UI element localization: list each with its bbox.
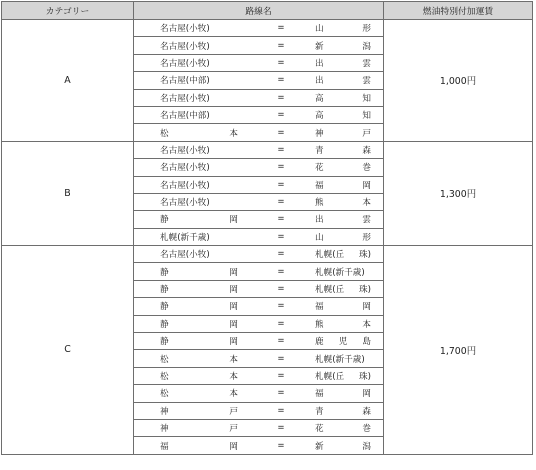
route-name-part: 福 xyxy=(315,180,324,191)
route-name-part: 知 xyxy=(362,93,371,104)
route-cell xyxy=(134,106,384,123)
route-name-part: 本 xyxy=(229,372,238,382)
route-separator: = xyxy=(277,318,285,329)
route-name-part: 珠) xyxy=(359,250,371,261)
route-destination xyxy=(315,370,371,382)
route-separator: = xyxy=(277,162,285,173)
route-destination xyxy=(315,161,371,173)
route-destination xyxy=(315,213,371,225)
route-line xyxy=(134,333,383,349)
route-line xyxy=(134,55,383,71)
route-name-part: 熊 xyxy=(315,319,324,330)
route-separator: = xyxy=(277,405,285,416)
route-name-part: 青 xyxy=(315,145,324,156)
route-origin: 名古屋(小牧) xyxy=(160,24,210,35)
route-name-part: 森 xyxy=(362,406,371,417)
route-name-part: 松 xyxy=(160,372,169,382)
route-separator: = xyxy=(277,371,285,381)
route-name-part: 福 xyxy=(315,302,324,313)
route-line xyxy=(134,37,383,53)
route-name-part: 山 xyxy=(315,232,324,243)
table-row xyxy=(2,20,533,37)
route-destination xyxy=(315,335,371,347)
route-name-part: 鹿 xyxy=(315,337,324,348)
route-line xyxy=(134,142,383,158)
route-origin: 名古屋(小牧) xyxy=(160,180,210,191)
route-name-part: 島 xyxy=(362,337,371,348)
route-name-part: 神 xyxy=(160,424,169,435)
route-separator: = xyxy=(277,440,285,451)
route-name-part: 戸 xyxy=(362,128,371,139)
route-name-part: 神 xyxy=(160,406,169,417)
category-cell: A xyxy=(2,20,134,142)
table-row xyxy=(2,246,533,263)
fare-table-body xyxy=(2,20,533,455)
route-origin xyxy=(134,300,238,312)
route-name-part: 本 xyxy=(229,354,238,365)
route-separator: = xyxy=(277,266,285,277)
route-destination xyxy=(315,283,371,295)
route-origin: 名古屋(中部) xyxy=(160,76,210,87)
route-name-part: 雲 xyxy=(362,76,371,87)
route-origin xyxy=(134,387,238,399)
route-line xyxy=(134,385,383,401)
route-name-part: 岡 xyxy=(229,337,238,348)
route-destination xyxy=(315,318,371,330)
route-name-part: 高 xyxy=(315,111,324,122)
route-separator: = xyxy=(277,179,285,190)
route-name-part: 岡 xyxy=(362,302,371,313)
route-origin xyxy=(134,405,238,417)
route-origin xyxy=(134,213,238,225)
route-line xyxy=(134,298,383,314)
route-name-part: 本 xyxy=(229,128,238,139)
route-name-part: 形 xyxy=(362,232,371,243)
route-destination xyxy=(315,300,371,312)
route-name-part: 高 xyxy=(315,93,324,104)
route-name-part: 岡 xyxy=(229,285,238,296)
route-name-part: 青 xyxy=(315,406,324,417)
header-route: 路線名 xyxy=(134,2,384,20)
route-name-part: 福 xyxy=(160,441,169,452)
route-line xyxy=(134,90,383,106)
route-origin: 札幌(新千歳) xyxy=(160,232,210,243)
route-separator: = xyxy=(277,92,285,103)
route-line xyxy=(134,420,383,436)
route-origin xyxy=(134,422,238,434)
route-destination xyxy=(315,74,371,86)
route-name-part: 森 xyxy=(362,145,371,156)
route-name-part: 雲 xyxy=(362,215,371,226)
route-separator: = xyxy=(277,231,285,242)
route-line xyxy=(134,368,383,384)
route-line xyxy=(134,211,383,227)
route-cell xyxy=(134,437,384,454)
route-name-part: 珠) xyxy=(359,285,371,296)
route-line xyxy=(134,72,383,88)
route-origin: 名古屋(小牧) xyxy=(160,250,210,261)
route-name-part: 岡 xyxy=(229,441,238,452)
route-origin: 名古屋(小牧) xyxy=(160,41,210,52)
route-name-part: 札幌(丘 xyxy=(315,250,345,261)
route-destination xyxy=(315,22,371,34)
route-separator: = xyxy=(277,423,285,434)
route-cell xyxy=(134,89,384,106)
route-destination xyxy=(315,422,371,434)
route-separator: = xyxy=(277,127,285,138)
route-line xyxy=(134,177,383,193)
surcharge-cell: 1,000円 xyxy=(384,20,533,142)
route-line xyxy=(134,403,383,419)
route-name-part: 花 xyxy=(315,163,324,174)
route-name-part: 知 xyxy=(362,111,371,122)
route-name-part: 岡 xyxy=(229,267,238,278)
route-name-part: 本 xyxy=(229,389,238,400)
route-name-part: 松 xyxy=(160,389,169,400)
route-name-part: 出 xyxy=(315,58,324,69)
table-row xyxy=(2,141,533,158)
route-name-part: 山 xyxy=(315,24,324,35)
route-cell xyxy=(134,72,384,89)
route-destination: 札幌(新千歳) xyxy=(315,354,365,365)
route-name-part: 戸 xyxy=(229,424,238,435)
route-name-part: 神 xyxy=(315,128,324,139)
route-line xyxy=(134,107,383,123)
route-name-part: 本 xyxy=(362,319,371,330)
route-name-part: 札幌(丘 xyxy=(315,372,345,382)
route-destination xyxy=(315,405,371,417)
route-destination xyxy=(315,248,371,260)
route-destination xyxy=(315,440,371,452)
route-origin xyxy=(134,335,238,347)
route-cell xyxy=(134,350,384,367)
route-destination xyxy=(315,387,371,399)
route-cell xyxy=(134,124,384,141)
route-origin: 名古屋(小牧) xyxy=(160,58,210,69)
route-name-part: 巻 xyxy=(362,424,371,435)
route-name-part: 静 xyxy=(160,285,169,296)
route-separator: = xyxy=(277,388,285,399)
route-destination xyxy=(315,92,371,104)
route-name-part: 新 xyxy=(315,441,324,452)
route-name-part: 雲 xyxy=(362,58,371,69)
route-line xyxy=(134,350,383,366)
route-name-part: 松 xyxy=(160,354,169,365)
route-cell xyxy=(134,228,384,245)
route-separator: = xyxy=(277,336,285,347)
route-cell xyxy=(134,333,384,350)
route-destination xyxy=(315,57,371,69)
surcharge-cell: 1,300円 xyxy=(384,141,533,245)
route-name-part: 戸 xyxy=(229,406,238,417)
route-name-part: 潟 xyxy=(362,41,371,52)
surcharge-cell: 1,700円 xyxy=(384,246,533,455)
route-name-part: 出 xyxy=(315,76,324,87)
route-origin xyxy=(134,283,238,295)
route-separator: = xyxy=(277,214,285,225)
route-name-part: 児 xyxy=(338,337,348,348)
route-name-part: 静 xyxy=(160,337,169,348)
route-separator: = xyxy=(277,249,285,260)
route-separator: = xyxy=(277,57,285,68)
route-name-part: 珠) xyxy=(359,372,371,382)
category-cell: B xyxy=(2,141,134,245)
route-name-part: 本 xyxy=(362,198,371,209)
route-cell xyxy=(134,246,384,263)
route-separator: = xyxy=(277,197,285,208)
route-destination xyxy=(315,196,371,208)
route-separator: = xyxy=(277,301,285,312)
route-line xyxy=(134,316,383,332)
route-origin xyxy=(134,318,238,330)
route-name-part: 形 xyxy=(362,24,371,35)
route-line xyxy=(134,437,383,453)
route-cell xyxy=(134,193,384,210)
header-surcharge: 燃油特別付加運賃 xyxy=(384,2,533,20)
route-line xyxy=(134,194,383,210)
route-cell xyxy=(134,419,384,436)
route-cell xyxy=(134,402,384,419)
route-name-part: 新 xyxy=(315,41,324,52)
route-cell xyxy=(134,211,384,228)
route-line xyxy=(134,263,383,279)
route-line xyxy=(134,229,383,245)
route-name-part: 静 xyxy=(160,319,169,330)
route-name-part: 花 xyxy=(315,424,324,435)
route-separator: = xyxy=(277,23,285,34)
route-origin: 名古屋(小牧) xyxy=(160,93,210,104)
route-name-part: 札幌(丘 xyxy=(315,285,345,296)
route-name-part: 出 xyxy=(315,215,324,226)
route-name-part: 静 xyxy=(160,215,169,226)
route-destination xyxy=(315,127,371,139)
route-name-part: 岡 xyxy=(362,180,371,191)
route-cell xyxy=(134,54,384,71)
route-destination xyxy=(315,109,371,121)
route-name-part: 熊 xyxy=(315,198,324,209)
route-cell xyxy=(134,37,384,54)
route-cell xyxy=(134,159,384,176)
route-line xyxy=(134,246,383,262)
route-destination: 札幌(新千歳) xyxy=(315,267,365,278)
route-line xyxy=(134,20,383,36)
route-origin xyxy=(134,353,238,365)
route-name-part: 福 xyxy=(315,389,324,400)
route-line xyxy=(134,159,383,175)
route-cell xyxy=(134,20,384,37)
route-origin: 名古屋(小牧) xyxy=(160,145,210,156)
route-origin: 名古屋(小牧) xyxy=(160,163,210,174)
route-origin xyxy=(134,127,238,139)
route-name-part: 松 xyxy=(160,128,169,139)
route-separator: = xyxy=(277,144,285,155)
route-name-part: 静 xyxy=(160,302,169,313)
route-origin xyxy=(134,440,238,452)
route-separator: = xyxy=(277,75,285,86)
route-name-part: 岡 xyxy=(229,215,238,226)
route-origin xyxy=(134,266,238,278)
route-origin xyxy=(134,370,238,382)
route-destination xyxy=(315,231,371,243)
route-separator: = xyxy=(277,284,285,295)
route-line xyxy=(134,281,383,297)
header-row xyxy=(2,2,533,20)
route-separator: = xyxy=(277,110,285,121)
route-cell xyxy=(134,298,384,315)
route-origin: 名古屋(中部) xyxy=(160,111,210,122)
fuel-surcharge-table xyxy=(1,1,533,455)
route-cell xyxy=(134,367,384,384)
route-separator: = xyxy=(277,40,285,51)
category-cell: C xyxy=(2,246,134,455)
route-cell xyxy=(134,263,384,280)
route-name-part: 静 xyxy=(160,267,169,278)
route-cell xyxy=(134,315,384,332)
route-cell xyxy=(134,141,384,158)
route-separator: = xyxy=(277,353,285,364)
route-destination xyxy=(315,40,371,52)
route-name-part: 巻 xyxy=(362,163,371,174)
route-name-part: 岡 xyxy=(229,302,238,313)
route-cell xyxy=(134,385,384,402)
route-destination xyxy=(315,179,371,191)
route-line xyxy=(134,124,383,140)
route-origin: 名古屋(小牧) xyxy=(160,198,210,209)
header-category: カテゴリー xyxy=(2,2,134,20)
route-name-part: 潟 xyxy=(362,441,371,452)
route-name-part: 岡 xyxy=(362,389,371,400)
route-name-part: 岡 xyxy=(229,319,238,330)
route-destination xyxy=(315,144,371,156)
route-cell xyxy=(134,176,384,193)
route-cell xyxy=(134,280,384,297)
